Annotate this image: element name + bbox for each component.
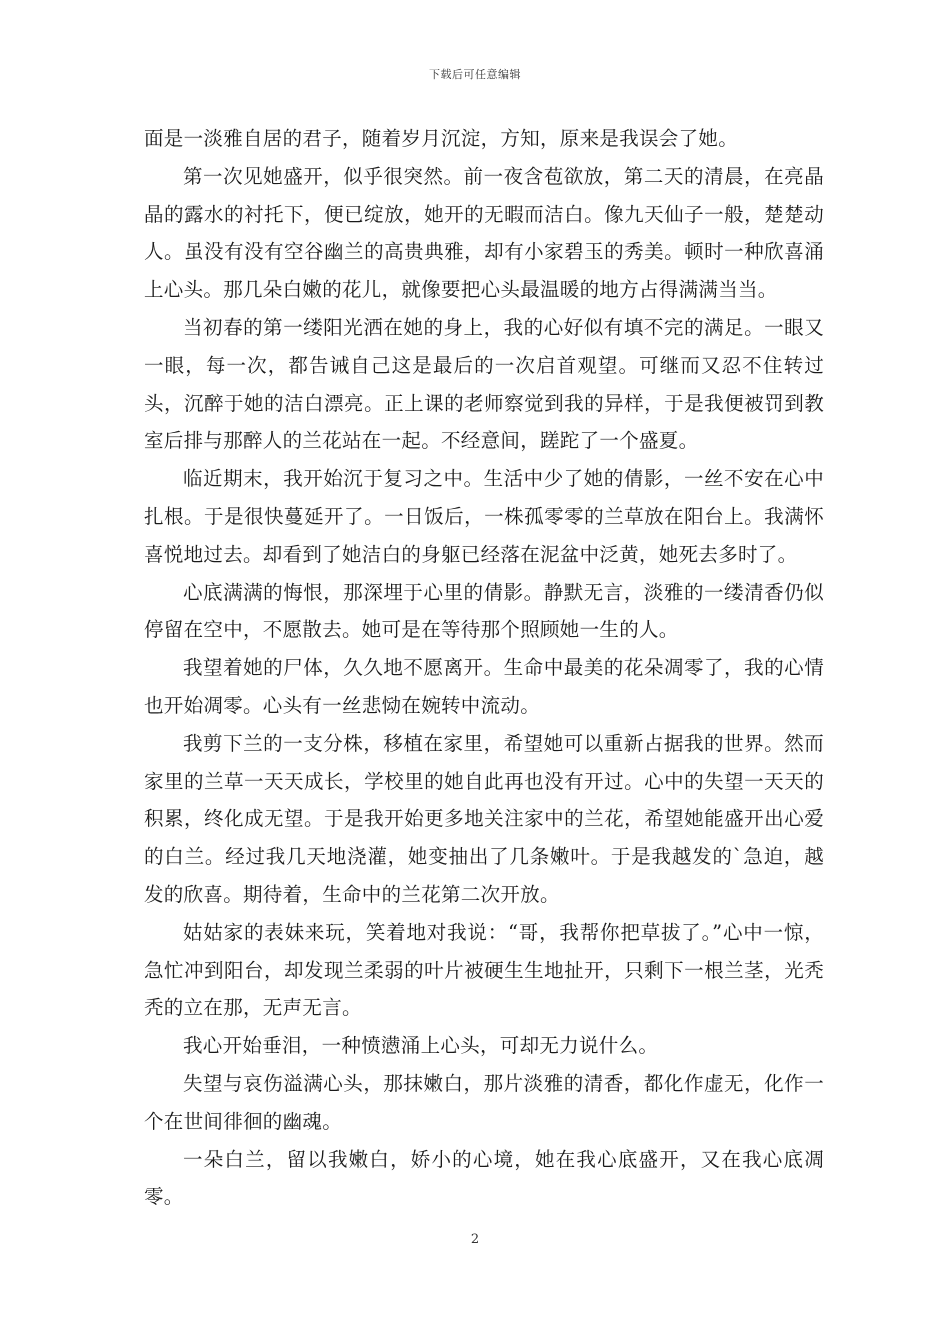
document-body	[144, 120, 824, 1216]
paragraph-7: 我剪下兰的一支分株，移植在家里，希望她可以重新占据我的世界。然而家里的兰草一天天成长，学校里的她自此再也没有开过。心中的失望一天天的积累，终化成无望。于是我开始更多地关注家中的兰花，希望她能盛开出心爱的白兰。经过我几天地浇灌，她变抽出了几条嫩叶。于是我越发的`急迫，越发的欣喜。期待着，生命中的兰花第二次开放。	[144, 731, 824, 906]
paragraph-8: 姑姑家的表妹来玩，笑着地对我说：“哥，我帮你把草拔了。”心中一惊，急忙冲到阳台，却发现兰柔弱的叶片被硬生生地扯开，只剩下一根兰茎，光秃秃的立在那，无声无言。	[144, 920, 824, 1020]
paragraph-6: 我望着她的尸体，久久地不愿离开。生命中最美的花朵凋零了，我的心情也开始凋零。心头有一丝悲恸在婉转中流动。	[144, 656, 824, 717]
paragraph-3: 当初春的第一缕阳光洒在她的身上，我的心好似有填不完的满足。一眼又一眼，每一次，都告诫自己这是最后的一次启首观望。可继而又忍不住转过头，沉醉于她的洁白漂亮。正上课的老师察觉到我的异样，于是我便被罚到教室后排与那醉人的兰花站在一起。不经意间，蹉跎了一个盛夏。	[144, 315, 824, 453]
paragraph-5: 心底满满的悔恨，那深埋于心里的倩影。静默无言，淡雅的一缕清香仍似停留在空中，不愿散去。她可是在等待那个照顾她一生的人。	[144, 580, 824, 642]
paragraph-9: 我心开始垂泪，一种愤懑涌上心头，可却无力说什么。	[183, 1034, 659, 1058]
paragraph-10: 失望与哀伤溢满心头，那抹嫩白，那片淡雅的清香，都化作虚无，化作一个在世间徘徊的幽魂。	[144, 1071, 824, 1133]
paragraph-1: 面是一淡雅自居的君子，随着岁月沉淀，方知，原来是我误会了她。	[144, 127, 739, 150]
paragraph-2: 第一次见她盛开，似乎很突然。前一夜含苞欲放，第二天的清晨，在亮晶晶的露水的衬托下，便已绽放，她开的无暇而洁白。像九天仙子一般，楚楚动人。虽没有没有空谷幽兰的高贵典雅，却有小家碧玉的秀美。顿时一种欣喜涌上心头。那几朵白嫩的花儿，就像要把心头最温暖的地方占得满满当当。	[144, 164, 824, 302]
page-number: 2	[470, 1232, 480, 1247]
page-header: 下载后可任意编辑	[429, 68, 521, 81]
paragraph-11: 一朵白兰，留以我嫩白，娇小的心境，她在我心底盛开，又在我心底凋零。	[144, 1147, 824, 1209]
paragraph-4: 临近期末，我开始沉于复习之中。生活中少了她的倩影，一丝不安在心中扎根。于是很快蔓延开了。一日饭后，一株孤零零的兰草放在阳台上。我满怀喜悦地过去。却看到了她洁白的身躯已经落在泥盆中泛黄，她死去多时了。	[144, 467, 824, 566]
